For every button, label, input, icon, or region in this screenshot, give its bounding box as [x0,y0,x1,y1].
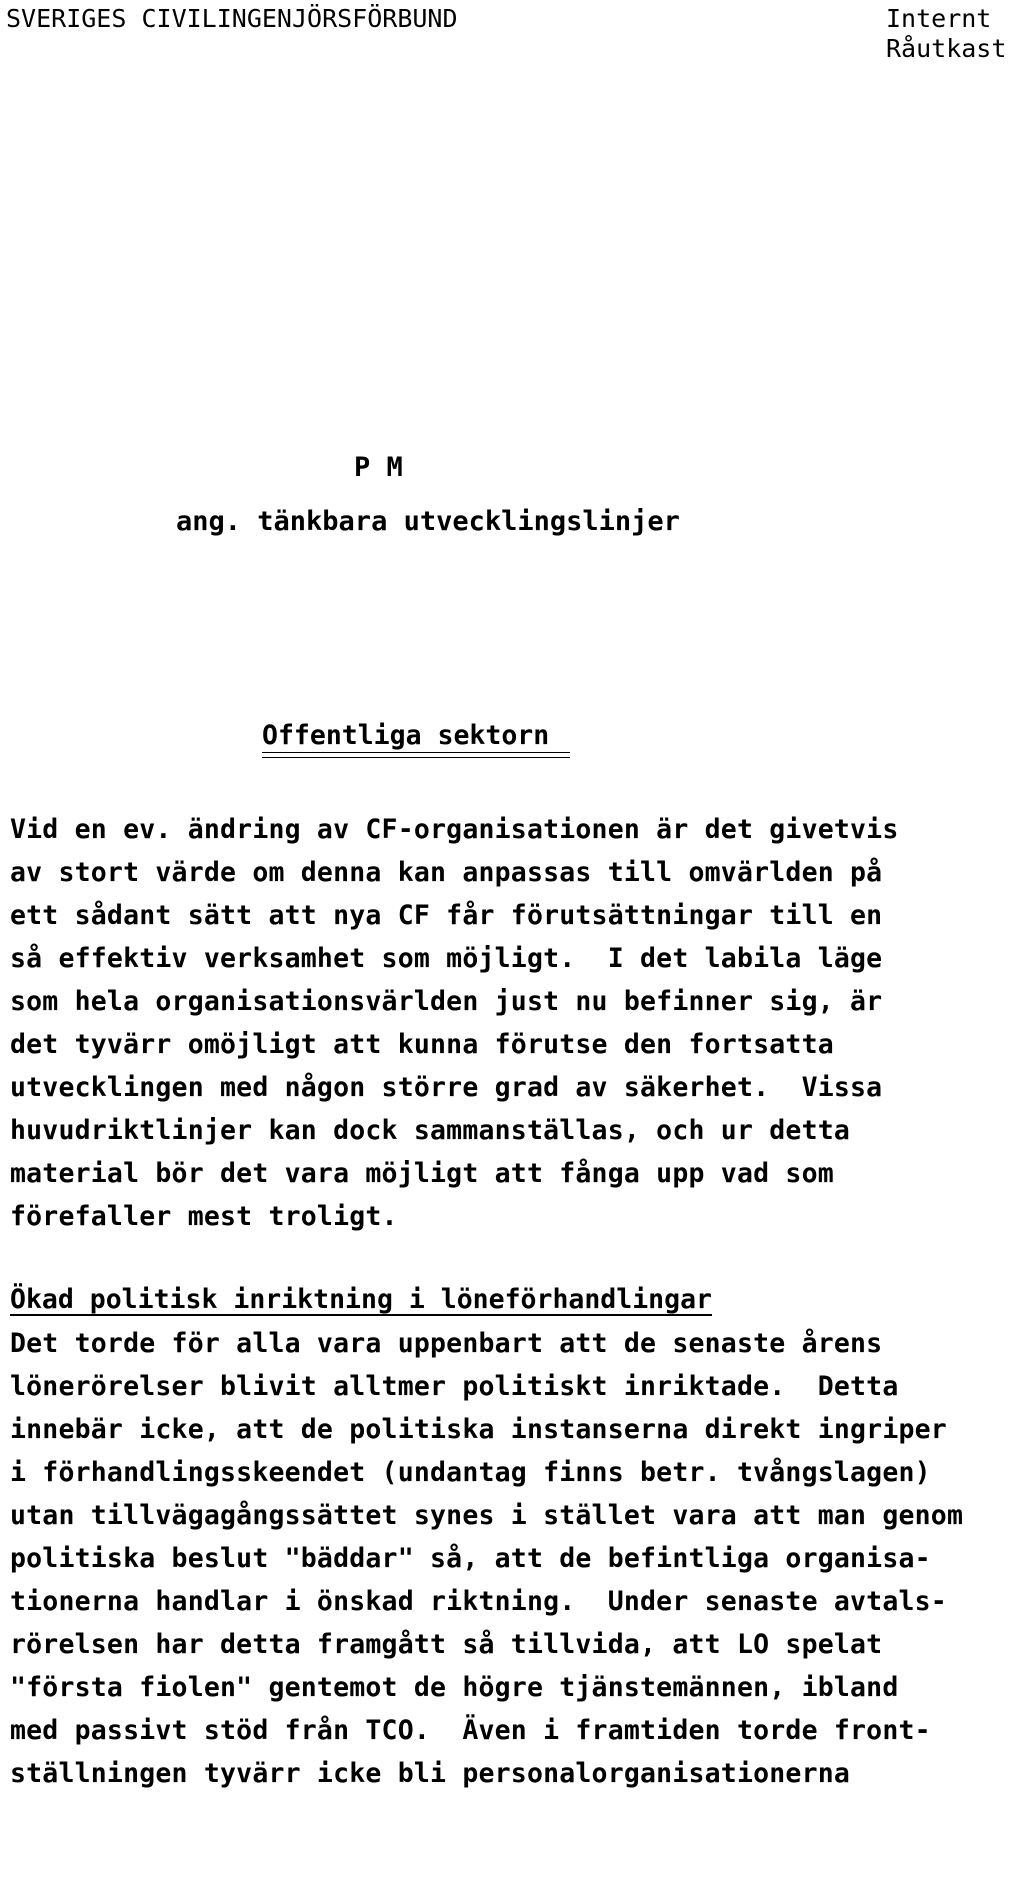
paragraph-line: så effektiv verksamhet som möjligt. I det labila läge [10,943,883,974]
paragraph-line: ett sådant sätt att nya CF får förutsättningar till en [10,900,883,931]
paragraph-line: Vid en ev. ändring av CF-organisationen är det givetvis [10,814,899,845]
paragraph-line: som hela organisationsvärlden just nu befinner sig, är [10,986,883,1017]
draft-status-label: Råutkast [886,34,1007,63]
paragraph-line: tionerna handlar i önskad riktning. Under senaste avtals- [10,1586,947,1617]
paragraph-line: förefaller mest troligt. [10,1201,398,1232]
paragraph-line: med passivt stöd från TCO. Även i framtiden torde front- [10,1715,931,1746]
organization-name: SVERIGES CIVILINGENJÖRSFÖRBUND [6,4,458,33]
paragraph-line: av stort värde om denna kan anpassas till omvärlden på [10,857,883,888]
paragraph-line: rörelsen har detta framgått så tillvida, att LO spelat [10,1629,883,1660]
paragraph-line: ställningen tyvärr icke bli personalorganisationerna [10,1758,851,1789]
paragraph-line: det tyvärr omöjligt att kunna förutse den fortsatta [10,1029,834,1060]
paragraph-line: huvudriktlinjer kan dock sammanställas, och ur detta [10,1115,851,1146]
paragraph-line: material bör det vara möjligt att fånga upp vad som [10,1158,834,1189]
paragraph-line: utan tillvägagångssättet synes i stället vara att man genom [10,1500,964,1531]
paragraph-line: innebär icke, att de politiska instanserna direkt ingriper [10,1414,947,1445]
classification-label: Internt [886,4,992,33]
paragraph-line: "första fiolen" gentemot de högre tjänstemännen, ibland [10,1672,899,1703]
paragraph-line: utvecklingen med någon större grad av säkerhet. Vissa [10,1072,883,1103]
paragraph-line: Det torde för alla vara uppenbart att de senaste årens [10,1328,883,1359]
section-heading-offentliga-sektorn: Offentliga sektorn [262,720,550,751]
heading-underline-top [262,752,570,753]
memo-subject: ang. tänkbara utvecklingslinjer [176,506,680,537]
paragraph-line: politiska beslut "bäddar" så, att de befintliga organisa- [10,1543,931,1574]
paragraph-line: i förhandlingsskeendet (undantag finns betr. tvångslagen) [10,1457,931,1488]
section-heading-politisk-inriktning: Ökad politisk inriktning i löneförhandlingar [10,1284,712,1315]
memo-label: P M [354,452,403,483]
heading-underline-bottom [262,757,570,758]
paragraph-line: lönerörelser blivit alltmer politiskt inriktade. Detta [10,1371,899,1402]
